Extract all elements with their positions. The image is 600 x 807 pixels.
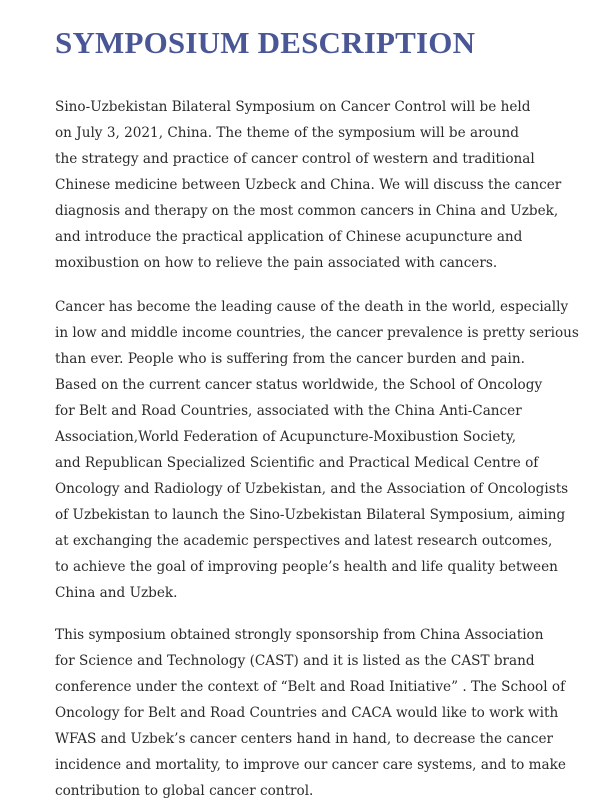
paragraph-introduction bbox=[55, 94, 561, 276]
text-line: Oncology and Radiology of Uzbekistan, and the Association of Oncologists bbox=[55, 481, 569, 497]
paragraph-background bbox=[55, 294, 579, 606]
text-line: for Science and Technology (CAST) and it is listed as the CAST brand bbox=[55, 653, 535, 669]
text-line: Cancer has become the leading cause of the death in the world, especially bbox=[55, 299, 569, 315]
text-line: and introduce the practical application of Chinese acupuncture and bbox=[55, 229, 523, 245]
text-line: diagnosis and therapy on the most common cancers in China and Uzbek, bbox=[55, 203, 559, 219]
text-line: conference under the context of “Belt and Road Initiative” . The School of bbox=[55, 679, 566, 695]
text-line: Oncology for Belt and Road Countries and CACA would like to work with bbox=[55, 705, 559, 721]
text-line: to achieve the goal of improving people’s health and life quality between bbox=[55, 559, 558, 575]
text-line: WFAS and Uzbek’s cancer centers hand in hand, to decrease the cancer bbox=[55, 731, 553, 747]
text-line: at exchanging the academic perspectives and latest research outcomes, bbox=[55, 533, 553, 549]
text-line: Chinese medicine between Uzbeck and China. We will discuss the cancer bbox=[55, 177, 562, 193]
page-title: SYMPOSIUM DESCRIPTION bbox=[55, 25, 476, 60]
text-line: of Uzbekistan to launch the Sino-Uzbekistan Bilateral Symposium, aiming bbox=[55, 507, 566, 523]
text-line: Based on the current cancer status worldwide, the School of Oncology bbox=[55, 377, 543, 393]
text-line: the strategy and practice of cancer control of western and traditional bbox=[55, 151, 535, 167]
text-line: in low and middle income countries, the cancer prevalence is pretty serious bbox=[55, 325, 579, 341]
text-line: moxibustion on how to relieve the pain associated with cancers. bbox=[55, 255, 498, 271]
text-line: incidence and mortality, to improve our cancer care systems, and to make bbox=[55, 757, 566, 773]
paragraph-sponsorship bbox=[55, 622, 566, 804]
text-line: Sino-Uzbekistan Bilateral Symposium on Cancer Control will be held bbox=[55, 99, 531, 115]
text-line: and Republican Specialized Scientific and Practical Medical Centre of bbox=[55, 455, 539, 471]
text-line: China and Uzbek. bbox=[55, 585, 178, 601]
text-line: contribution to global cancer control. bbox=[55, 783, 314, 799]
text-line: This symposium obtained strongly sponsorship from China Association bbox=[55, 627, 544, 643]
text-line: for Belt and Road Countries, associated with the China Anti-Cancer bbox=[55, 403, 522, 419]
text-line: than ever. People who is suffering from the cancer burden and pain. bbox=[55, 351, 525, 367]
text-line: Association,World Federation of Acupuncture-Moxibustion Society, bbox=[55, 429, 517, 445]
text-line: on July 3, 2021, China. The theme of the symposium will be around bbox=[55, 125, 519, 141]
